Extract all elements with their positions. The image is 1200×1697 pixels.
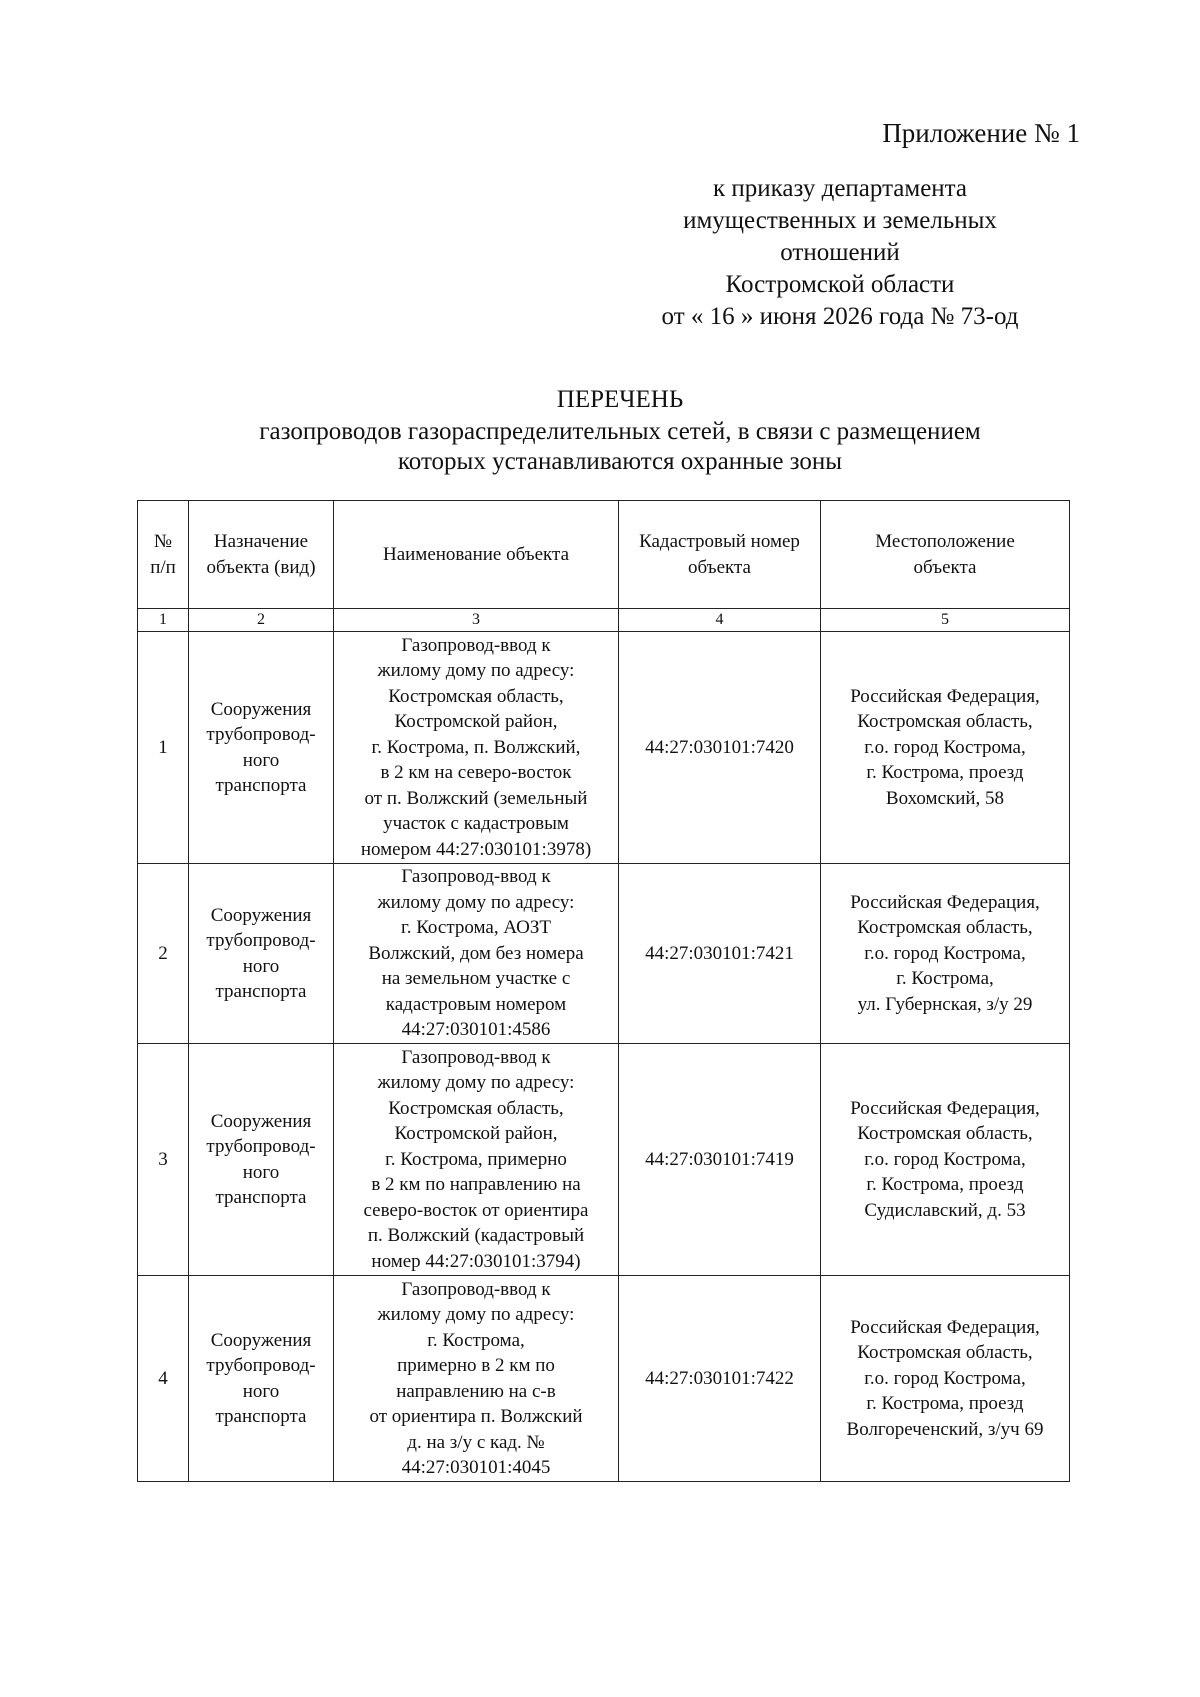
document-title: ПЕРЕЧЕНЬ — [556, 386, 684, 413]
cell-line: номер 44:27:030101:3794) — [371, 1250, 581, 1272]
gas-pipelines-table — [137, 500, 1070, 1482]
location-cell — [821, 632, 1070, 864]
table-body — [138, 632, 1070, 1482]
cell-line: ного — [242, 1161, 280, 1183]
cell-line: Газопровод-ввод к — [401, 1046, 551, 1068]
cell-line: Костромская область, — [857, 1123, 1033, 1145]
cell-line: Российская Федерация, — [850, 1097, 1040, 1119]
column-number: 1 — [138, 609, 189, 632]
cell-line: транспорта — [215, 1187, 307, 1208]
cadastral-number-cell: 44:27:030101:7421 — [619, 864, 821, 1044]
cell-line: Сооружения — [210, 698, 312, 720]
table-row — [138, 864, 1070, 1044]
cell-line: в 2 км по направлению на — [371, 1174, 581, 1196]
cell-line: г.о. город Кострома, — [864, 736, 1026, 758]
cell-line: ного — [242, 1380, 280, 1402]
cell-line: г. Кострома, проезд — [866, 1393, 1024, 1415]
row-number-cell: 4 — [138, 1276, 189, 1482]
cell-line: северо-восток от ориентира — [363, 1199, 589, 1221]
cell-line: Российская Федерация, — [850, 1316, 1040, 1338]
cell-line: Костромская область, — [857, 917, 1033, 939]
cell-line: направлению на с-в — [396, 1380, 556, 1402]
cell-line: Костромская область, — [388, 685, 564, 707]
cell-line: участок с кадастровым — [383, 813, 569, 835]
purpose-cell — [189, 864, 334, 1044]
column-number: 3 — [334, 609, 619, 632]
object-name-cell — [334, 632, 619, 864]
cell-line: г.о. город Кострома, — [864, 1367, 1026, 1389]
document-subtitle — [0, 417, 1200, 477]
cell-line: г. Кострома, проезд — [866, 1174, 1024, 1196]
cell-line: от ориентира п. Волжский — [369, 1406, 583, 1427]
header-text: объекта — [913, 556, 977, 578]
cadastral-number-cell: 44:27:030101:7422 — [619, 1276, 821, 1482]
location-cell — [821, 1044, 1070, 1276]
header-cadastral — [619, 501, 821, 609]
cell-line: Сооружения — [210, 1110, 312, 1132]
cell-line: Газопровод-ввод к — [401, 1278, 551, 1300]
column-number: 5 — [821, 609, 1070, 632]
cell-line: Костромская область, — [857, 711, 1033, 733]
cell-line: жилому дому по адресу: — [377, 1304, 575, 1325]
cadastral-number-cell: 44:27:030101:7420 — [619, 632, 821, 864]
cell-line: кадастровым номером — [385, 993, 567, 1015]
cell-line: Костромской район, — [394, 711, 558, 733]
cell-line: трубопровод- — [206, 930, 316, 951]
cell-line: от п. Волжский (земельный — [364, 787, 588, 809]
purpose-cell — [189, 632, 334, 864]
appendix-label: Приложение № 1 — [882, 118, 1080, 148]
header-text: Наименование объекта — [382, 543, 570, 565]
cell-line: 44:27:030101:4045 — [401, 1457, 551, 1478]
header-text: объекта (вид) — [206, 556, 316, 578]
order-line: от « 16 » июня 2026 года № 73-од — [661, 303, 1019, 330]
order-reference — [600, 173, 1080, 333]
cell-line: Вохомский, 58 — [885, 787, 1005, 809]
cell-line: Российская Федерация, — [850, 891, 1040, 913]
subtitle-line: которых устанавливаются охранные зоны — [397, 448, 843, 475]
table-row — [138, 1044, 1070, 1276]
column-number: 4 — [619, 609, 821, 632]
object-name-cell — [334, 1276, 619, 1482]
table-row — [138, 632, 1070, 864]
cell-line: г. Кострома, — [896, 968, 994, 990]
header-text: объекта — [688, 556, 751, 578]
object-name-cell — [334, 1044, 619, 1276]
cell-line: Волгореченский, з/уч 69 — [846, 1418, 1044, 1440]
cell-line: 44:27:030101:4586 — [401, 1019, 551, 1041]
table-row — [138, 1276, 1070, 1482]
header-number — [138, 501, 189, 609]
purpose-cell — [189, 1276, 334, 1482]
cell-line: Костромской район, — [394, 1123, 558, 1145]
cell-line: Судиславский, д. 53 — [864, 1199, 1026, 1221]
header-location — [821, 501, 1070, 609]
cell-line: Сооружения — [210, 904, 312, 926]
cell-line: д. на з/у с кад. № — [407, 1431, 545, 1453]
cell-line: г.о. город Кострома, — [864, 1148, 1026, 1170]
cell-line: в 2 км на северо-восток — [380, 762, 572, 784]
cell-line: п. Волжский (кадастровый — [367, 1225, 585, 1247]
cell-line: г. Кострома, проезд — [866, 762, 1024, 784]
subtitle-line: газопроводов газораспределительных сетей, в связи с размещением — [259, 418, 981, 445]
row-number-cell: 2 — [138, 864, 189, 1044]
header-text: Кадастровый номер — [639, 531, 800, 552]
purpose-cell — [189, 1044, 334, 1276]
cell-line: жилому дому по адресу: — [377, 1072, 575, 1094]
cell-line: примерно в 2 км по — [397, 1355, 555, 1376]
header-text: № — [153, 531, 173, 552]
cell-line: Российская Федерация, — [850, 685, 1040, 707]
cell-line: г. Кострома, п. Волжский, — [371, 736, 581, 758]
cell-line: Газопровод-ввод к — [401, 866, 551, 888]
location-cell — [821, 864, 1070, 1044]
cell-line: Костромская область, — [388, 1097, 564, 1119]
cell-line: трубопровод- — [206, 1136, 316, 1157]
order-line: имущественных и земельных — [683, 207, 997, 234]
cell-line: номером 44:27:030101:3978) — [360, 838, 592, 860]
location-cell — [821, 1276, 1070, 1482]
column-numbers-row — [138, 609, 1070, 632]
header-text: Местоположение — [875, 531, 1015, 552]
cell-line: жилому дому по адресу: — [377, 660, 575, 682]
cell-line: Волжский, дом без номера — [368, 942, 584, 964]
cell-line: г.о. город Кострома, — [864, 942, 1026, 964]
cell-line: ного — [242, 749, 280, 771]
table-header-row — [138, 501, 1070, 609]
cell-line: транспорта — [215, 775, 307, 796]
cell-line: транспорта — [215, 1406, 307, 1427]
object-name-cell — [334, 864, 619, 1044]
cell-line: ул. Губернская, з/у 29 — [857, 993, 1033, 1015]
header-purpose — [189, 501, 334, 609]
header-text: Назначение — [213, 531, 309, 552]
header-text: п/п — [150, 556, 176, 578]
cell-line: жилому дому по адресу: — [377, 891, 575, 913]
header-object-name — [334, 501, 619, 609]
cell-line: Костромская область, — [857, 1342, 1033, 1364]
row-number-cell: 3 — [138, 1044, 189, 1276]
row-number-cell: 1 — [138, 632, 189, 864]
cell-line: Газопровод-ввод к — [401, 634, 551, 656]
cell-line: г. Кострома, — [427, 1329, 525, 1351]
cell-line: ного — [242, 955, 280, 977]
order-line: к приказу департамента — [712, 175, 968, 202]
order-line: отношений — [780, 239, 900, 266]
cell-line: трубопровод- — [206, 1355, 316, 1376]
cell-line: Сооружения — [210, 1329, 312, 1351]
cell-line: г. Кострома, примерно — [385, 1148, 567, 1170]
cell-line: на земельном участке с — [381, 968, 571, 990]
cell-line: г. Кострома, АОЗТ — [401, 917, 551, 939]
cell-line: трубопровод- — [206, 724, 316, 745]
column-number: 2 — [189, 609, 334, 632]
cell-line: транспорта — [215, 981, 307, 1002]
cadastral-number-cell: 44:27:030101:7419 — [619, 1044, 821, 1276]
order-line: Костромской области — [725, 271, 955, 298]
